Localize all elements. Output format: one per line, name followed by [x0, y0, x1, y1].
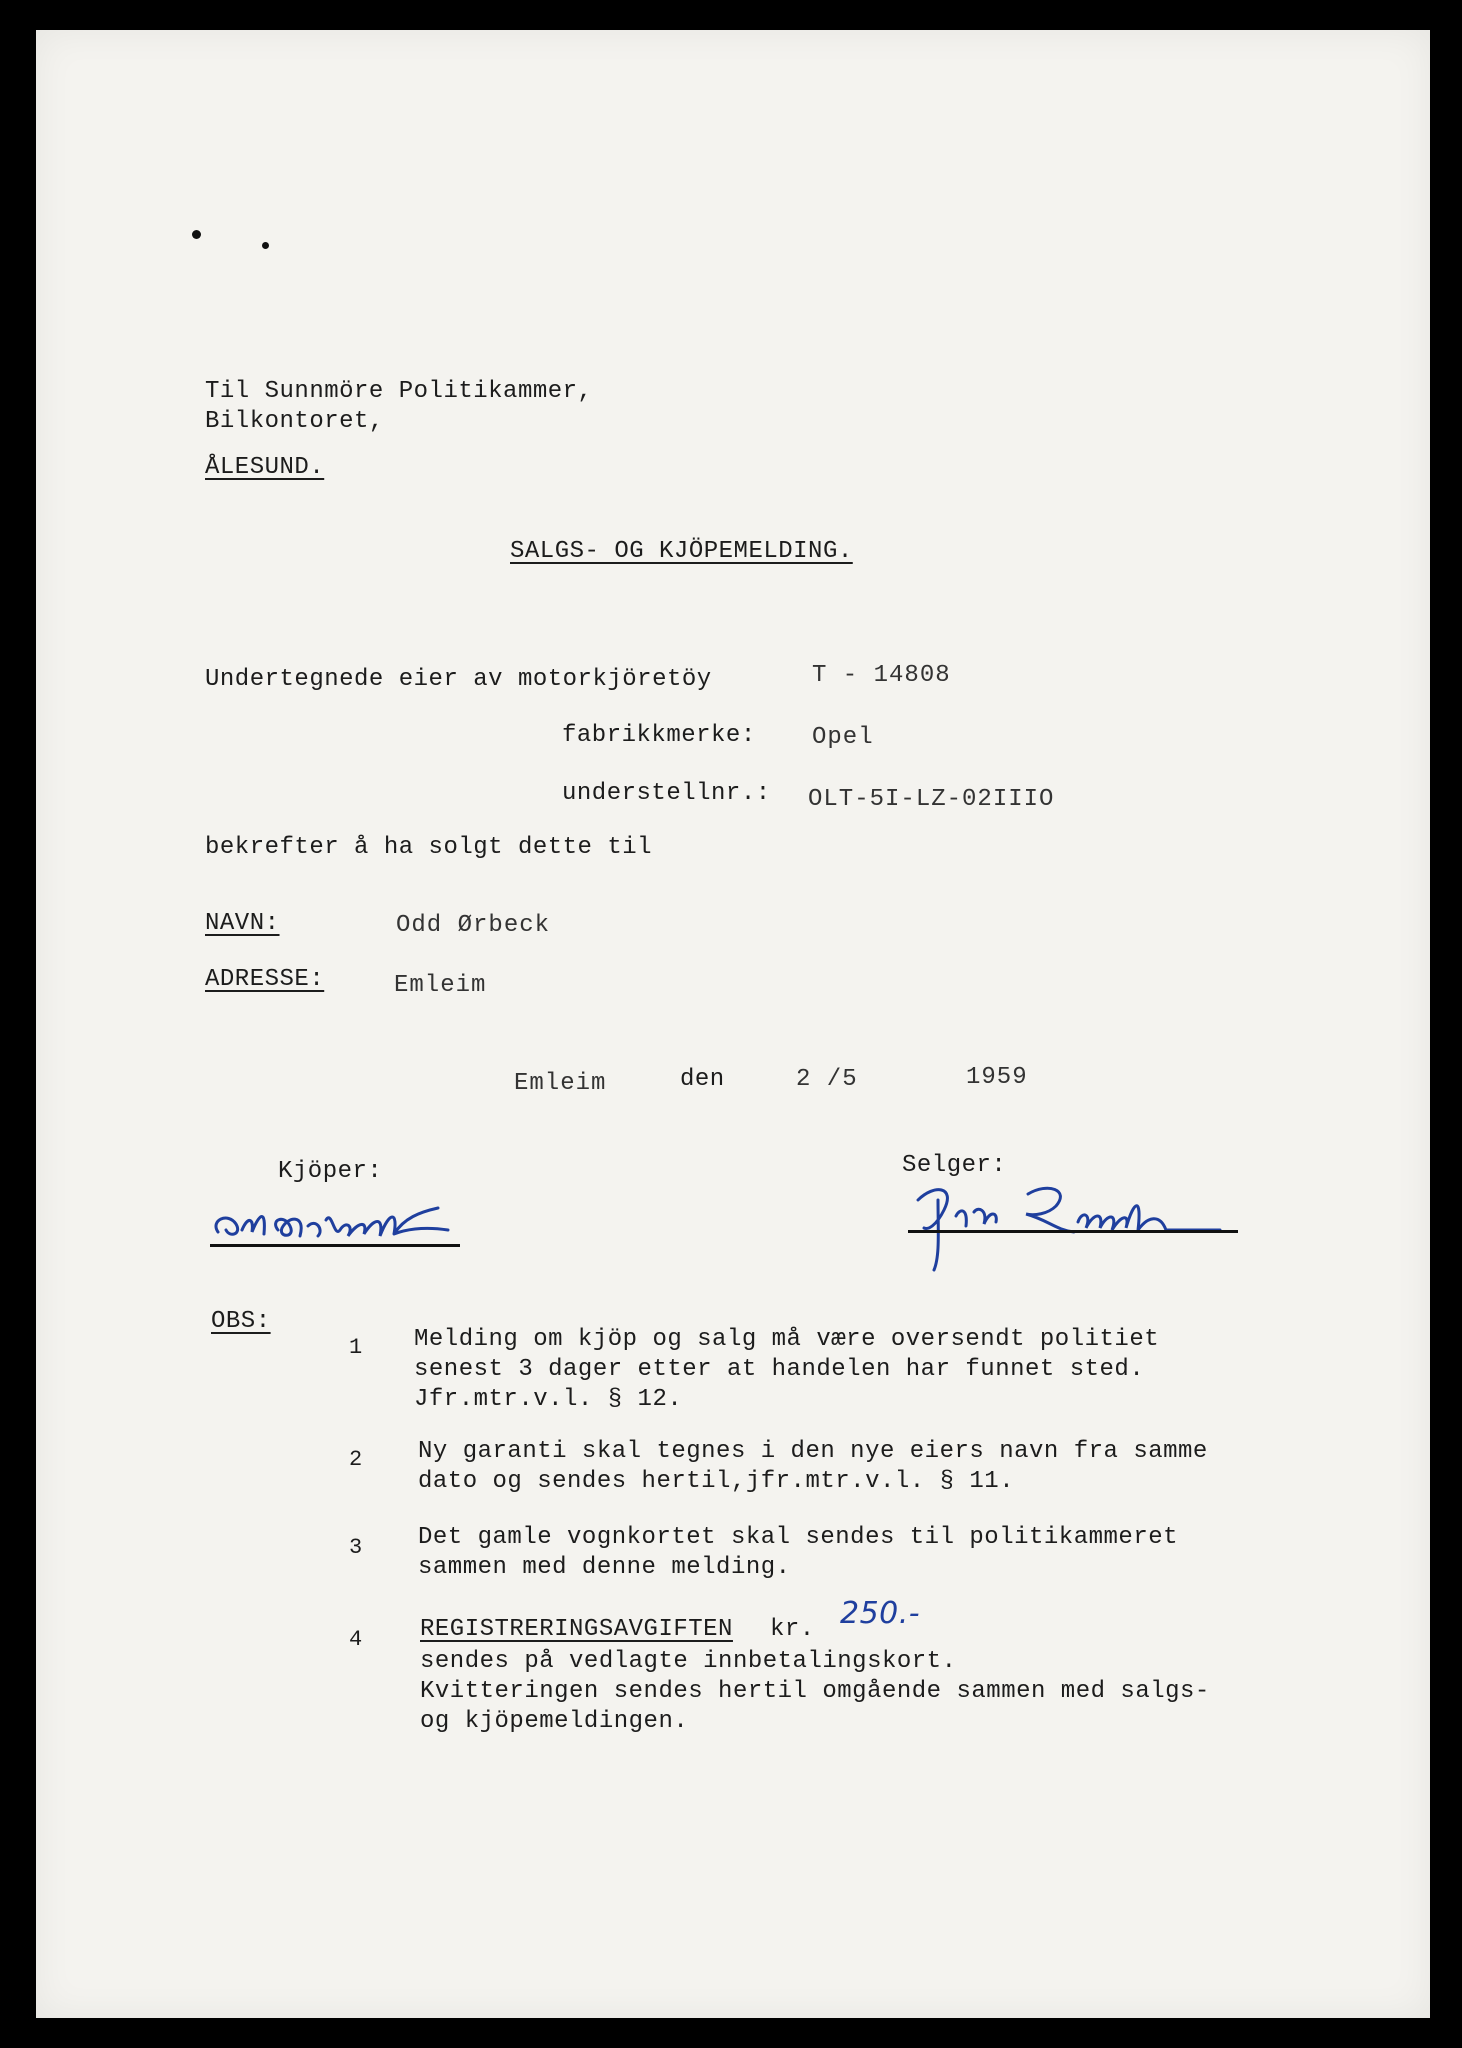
name-label: NAVN:: [205, 910, 280, 937]
ink-mark: [192, 230, 201, 239]
obs-item-2-line-2: dato og sendes hertil,jfr.mtr.v.l. § 11.: [418, 1468, 1015, 1495]
obs-item-3-number: 3: [349, 1535, 363, 1560]
seller-label: Selger:: [902, 1152, 1007, 1179]
recipient-city: ÅLESUND.: [205, 454, 325, 481]
obs-item-4-fee-label: REGISTRERINGSAVGIFTEN: [420, 1616, 733, 1643]
obs-item-1-line-2: senest 3 dager etter at handelen har funnet sted.: [414, 1356, 1145, 1383]
obs-item-4-line-3: og kjöpemeldingen.: [420, 1708, 689, 1735]
chassis-value: OLT-5I-LZ-02IIIO: [808, 786, 1055, 813]
obs-item-4-line-2: Kvitteringen sendes hertil omgående sammen med salgs-: [420, 1678, 1210, 1705]
obs-item-4-line-1: sendes på vedlagte innbetalingskort.: [420, 1648, 957, 1675]
chassis-label: understellnr.:: [562, 780, 771, 807]
address-value: Emleim: [394, 972, 487, 999]
obs-item-2-number: 2: [349, 1447, 363, 1472]
date-year: 1959: [966, 1064, 1028, 1091]
buyer-signature: [208, 1190, 468, 1260]
document-title: SALGS- OG KJÖPEMELDING.: [510, 538, 853, 565]
name-value: Odd Ørbeck: [396, 912, 551, 939]
obs-item-4-fee-value: 250.-: [840, 1596, 921, 1631]
plate-number: T - 14808: [812, 662, 951, 689]
buyer-label: Kjöper:: [278, 1158, 383, 1185]
address-label: ADRESSE:: [205, 966, 325, 993]
owner-label: Undertegnede eier av motorkjöretöy: [205, 666, 712, 693]
buyer-signature-line: [210, 1244, 460, 1247]
obs-item-4-number: 4: [349, 1627, 363, 1652]
obs-item-2-line-1: Ny garanti skal tegnes i den nye eiers navn fra samme: [418, 1438, 1208, 1465]
recipient-line-2: Bilkontoret,: [205, 408, 384, 435]
obs-label: OBS:: [211, 1308, 271, 1335]
document-page: [36, 30, 1430, 2018]
obs-item-1-line-3: Jfr.mtr.v.l. § 12.: [414, 1386, 683, 1413]
obs-item-3-line-2: sammen med denne melding.: [418, 1554, 791, 1581]
date-day-month: 2 /5: [796, 1066, 858, 1093]
obs-item-1-number: 1: [349, 1335, 363, 1360]
obs-item-1-line-1: Melding om kjöp og salg må være oversendt politiet: [414, 1326, 1160, 1353]
obs-item-4-kr: kr.: [770, 1616, 815, 1643]
make-value: Opel: [812, 724, 874, 751]
date-place: Emleim: [514, 1070, 607, 1097]
ink-mark: [262, 242, 269, 249]
recipient-line-1: Til Sunnmöre Politikammer,: [205, 378, 593, 405]
seller-signature-line: [908, 1230, 1238, 1233]
make-label: fabrikkmerke:: [562, 722, 756, 749]
date-den: den: [680, 1066, 725, 1093]
seller-signature: [898, 1170, 1238, 1280]
obs-item-3-line-1: Det gamle vognkortet skal sendes til politikammeret: [418, 1524, 1179, 1551]
confirm-text: bekrefter å ha solgt dette til: [205, 834, 653, 861]
